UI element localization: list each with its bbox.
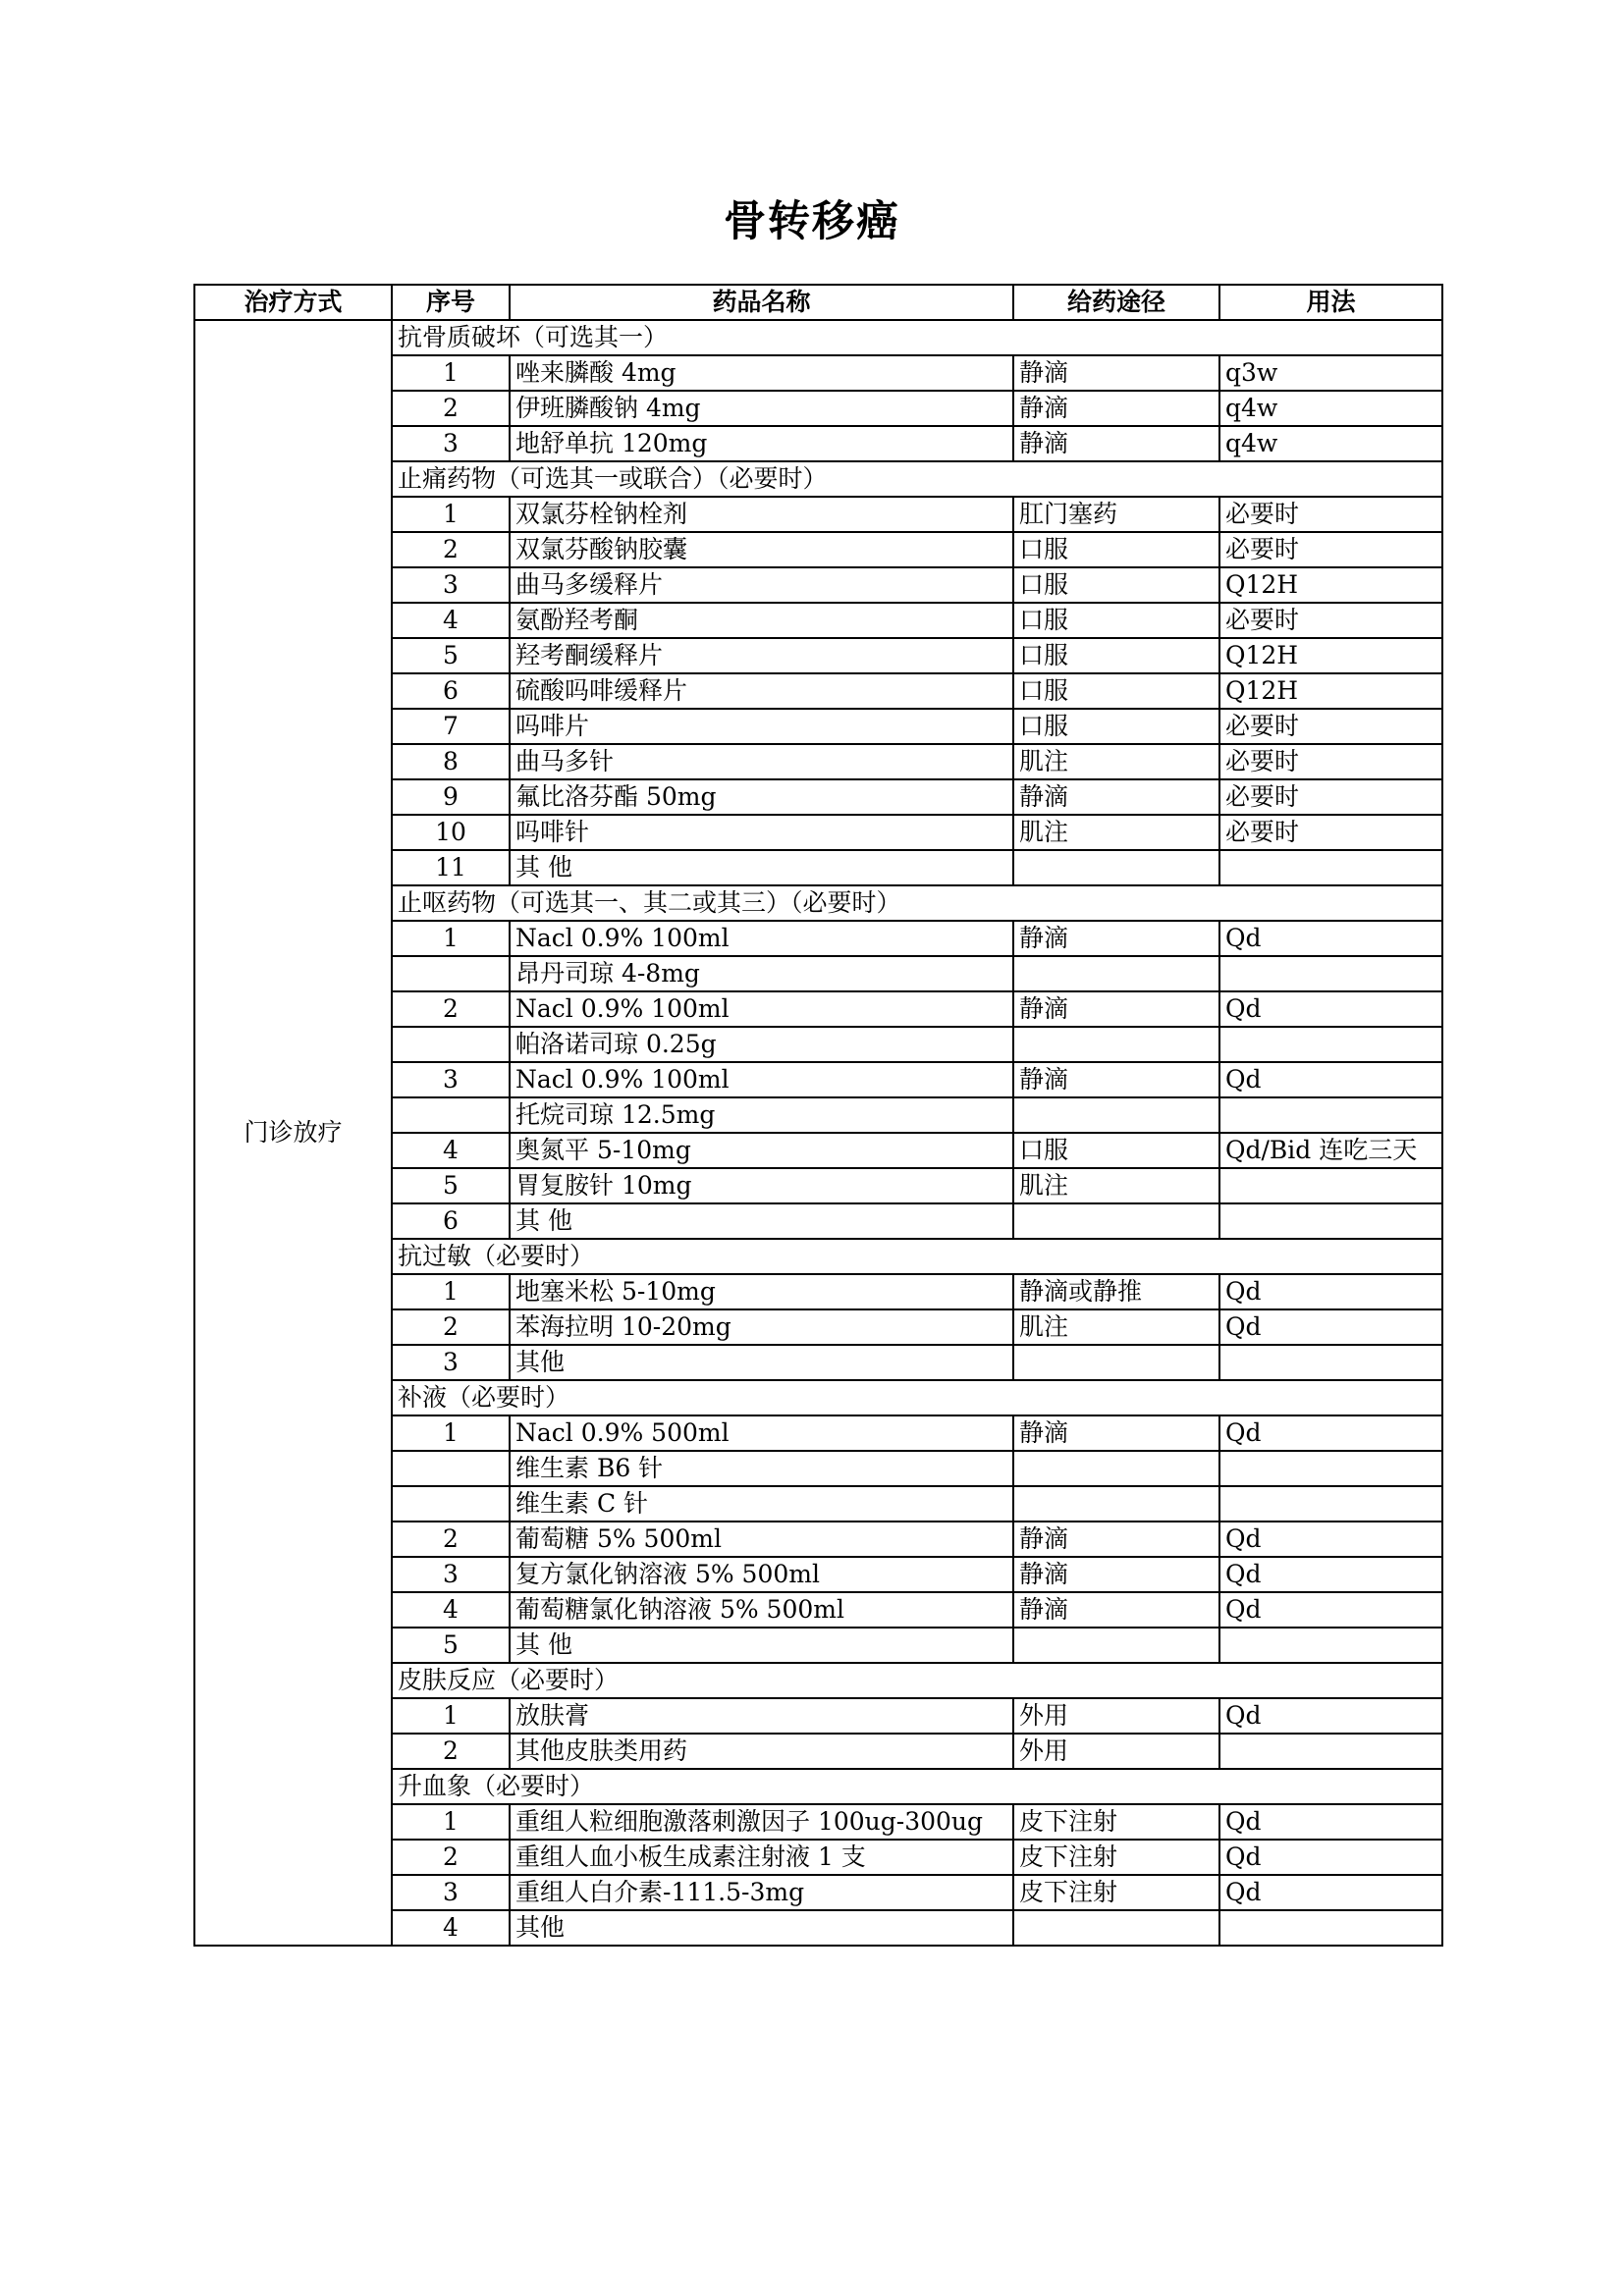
usage	[1219, 1451, 1442, 1486]
drug-name: Nacl 0.9% 100ml	[510, 921, 1013, 956]
usage: Qd	[1219, 1804, 1442, 1840]
route	[1013, 850, 1219, 885]
item-number: 4	[392, 1133, 510, 1168]
drug-name: 曲马多针	[510, 744, 1013, 779]
route: 静滴	[1013, 1062, 1219, 1097]
item-number: 5	[392, 1628, 510, 1663]
route: 静滴或静推	[1013, 1274, 1219, 1309]
item-number: 6	[392, 673, 510, 709]
item-number: 2	[392, 991, 510, 1027]
route: 肛门塞药	[1013, 497, 1219, 532]
usage	[1219, 1345, 1442, 1380]
item-number: 1	[392, 1698, 510, 1734]
usage	[1219, 850, 1442, 885]
usage: Q12H	[1219, 673, 1442, 709]
usage	[1219, 1027, 1442, 1062]
usage	[1219, 956, 1442, 991]
medication-table	[193, 284, 1443, 1947]
route: 肌注	[1013, 815, 1219, 850]
header-row	[194, 285, 1442, 320]
drug-name: 苯海拉明 10-20mg	[510, 1309, 1013, 1345]
drug-name: 其 他	[510, 1628, 1013, 1663]
item-number: 2	[392, 1734, 510, 1769]
route	[1013, 956, 1219, 991]
usage: 必要时	[1219, 709, 1442, 744]
usage	[1219, 1203, 1442, 1239]
drug-name: 唑来膦酸 4mg	[510, 355, 1013, 391]
drug-name: 葡萄糖 5% 500ml	[510, 1522, 1013, 1557]
usage: Qd	[1219, 1875, 1442, 1910]
drug-name: Nacl 0.9% 500ml	[510, 1415, 1013, 1451]
item-number: 3	[392, 1557, 510, 1592]
header-usage: 用法	[1219, 285, 1442, 320]
drug-name: 其他皮肤类用药	[510, 1734, 1013, 1769]
route	[1013, 1486, 1219, 1522]
item-number	[392, 956, 510, 991]
drug-name: 地舒单抗 120mg	[510, 426, 1013, 461]
usage: q3w	[1219, 355, 1442, 391]
route: 口服	[1013, 673, 1219, 709]
usage: Qd	[1219, 1309, 1442, 1345]
item-number	[392, 1486, 510, 1522]
item-number: 4	[392, 1910, 510, 1946]
route: 皮下注射	[1013, 1804, 1219, 1840]
usage	[1219, 1168, 1442, 1203]
header-number: 序号	[392, 285, 510, 320]
item-number: 8	[392, 744, 510, 779]
drug-name: 其 他	[510, 850, 1013, 885]
section-row	[194, 320, 1442, 355]
item-number: 5	[392, 638, 510, 673]
route: 口服	[1013, 532, 1219, 567]
usage: Qd	[1219, 1062, 1442, 1097]
route: 静滴	[1013, 391, 1219, 426]
route	[1013, 1451, 1219, 1486]
item-number: 1	[392, 497, 510, 532]
usage: 必要时	[1219, 779, 1442, 815]
item-number: 3	[392, 1062, 510, 1097]
section-label: 升血象（必要时）	[392, 1769, 1442, 1804]
section-label: 抗过敏（必要时）	[392, 1239, 1442, 1274]
drug-name: 胃复胺针 10mg	[510, 1168, 1013, 1203]
usage: q4w	[1219, 426, 1442, 461]
route: 皮下注射	[1013, 1840, 1219, 1875]
drug-name: 放肤膏	[510, 1698, 1013, 1734]
item-number: 3	[392, 1875, 510, 1910]
item-number: 2	[392, 391, 510, 426]
route	[1013, 1027, 1219, 1062]
usage	[1219, 1486, 1442, 1522]
route: 静滴	[1013, 1522, 1219, 1557]
route: 静滴	[1013, 355, 1219, 391]
drug-name: 吗啡针	[510, 815, 1013, 850]
route: 肌注	[1013, 1309, 1219, 1345]
usage	[1219, 1097, 1442, 1133]
item-number: 7	[392, 709, 510, 744]
section-label: 止呕药物（可选其一、其二或其三）（必要时）	[392, 885, 1442, 921]
drug-name: 硫酸吗啡缓释片	[510, 673, 1013, 709]
usage: 必要时	[1219, 532, 1442, 567]
treatment-method-cell: 门诊放疗	[194, 320, 392, 1946]
item-number	[392, 1451, 510, 1486]
drug-name: 其他	[510, 1910, 1013, 1946]
drug-name: 双氯芬栓钠栓剂	[510, 497, 1013, 532]
route	[1013, 1910, 1219, 1946]
usage	[1219, 1734, 1442, 1769]
drug-name: 奥氮平 5-10mg	[510, 1133, 1013, 1168]
section-label: 止痛药物（可选其一或联合）（必要时）	[392, 461, 1442, 497]
item-number: 5	[392, 1168, 510, 1203]
route: 外用	[1013, 1734, 1219, 1769]
drug-name: 重组人白介素-111.5-3mg	[510, 1875, 1013, 1910]
item-number: 2	[392, 1840, 510, 1875]
item-number	[392, 1027, 510, 1062]
route: 静滴	[1013, 1415, 1219, 1451]
usage: Q12H	[1219, 567, 1442, 603]
route: 静滴	[1013, 779, 1219, 815]
item-number: 1	[392, 355, 510, 391]
item-number: 1	[392, 1415, 510, 1451]
drug-name: 昂丹司琼 4-8mg	[510, 956, 1013, 991]
usage: Qd	[1219, 1592, 1442, 1628]
route	[1013, 1203, 1219, 1239]
drug-name: Nacl 0.9% 100ml	[510, 991, 1013, 1027]
route: 静滴	[1013, 1592, 1219, 1628]
usage: Qd	[1219, 991, 1442, 1027]
item-number: 6	[392, 1203, 510, 1239]
drug-name: 重组人血小板生成素注射液 1 支	[510, 1840, 1013, 1875]
item-number: 3	[392, 567, 510, 603]
route	[1013, 1628, 1219, 1663]
drug-name: 帕洛诺司琼 0.25g	[510, 1027, 1013, 1062]
header-route: 给药途径	[1013, 285, 1219, 320]
usage: Qd	[1219, 1698, 1442, 1734]
item-number: 11	[392, 850, 510, 885]
drug-name: 维生素 C 针	[510, 1486, 1013, 1522]
route: 肌注	[1013, 1168, 1219, 1203]
drug-name: 葡萄糖氯化钠溶液 5% 500ml	[510, 1592, 1013, 1628]
item-number: 3	[392, 426, 510, 461]
drug-name: 伊班膦酸钠 4mg	[510, 391, 1013, 426]
section-label: 皮肤反应（必要时）	[392, 1663, 1442, 1698]
usage: Qd/Bid 连吃三天	[1219, 1133, 1442, 1168]
drug-name: 羟考酮缓释片	[510, 638, 1013, 673]
route: 肌注	[1013, 744, 1219, 779]
drug-name: 双氯芬酸钠胶囊	[510, 532, 1013, 567]
route	[1013, 1345, 1219, 1380]
usage: 必要时	[1219, 603, 1442, 638]
usage: Qd	[1219, 1415, 1442, 1451]
usage: Qd	[1219, 1274, 1442, 1309]
drug-name: 氨酚羟考酮	[510, 603, 1013, 638]
item-number: 1	[392, 1274, 510, 1309]
drug-name: Nacl 0.9% 100ml	[510, 1062, 1013, 1097]
drug-name: 其他	[510, 1345, 1013, 1380]
item-number: 2	[392, 1309, 510, 1345]
route: 口服	[1013, 709, 1219, 744]
usage	[1219, 1628, 1442, 1663]
item-number: 4	[392, 1592, 510, 1628]
usage	[1219, 1910, 1442, 1946]
route: 口服	[1013, 567, 1219, 603]
header-treatment-method: 治疗方式	[194, 285, 392, 320]
drug-name: 复方氯化钠溶液 5% 500ml	[510, 1557, 1013, 1592]
usage: Qd	[1219, 1557, 1442, 1592]
section-label: 抗骨质破坏（可选其一）	[392, 320, 1442, 355]
item-number: 9	[392, 779, 510, 815]
usage: q4w	[1219, 391, 1442, 426]
drug-name: 曲马多缓释片	[510, 567, 1013, 603]
item-number: 2	[392, 1522, 510, 1557]
route: 口服	[1013, 638, 1219, 673]
usage: Qd	[1219, 1522, 1442, 1557]
route: 静滴	[1013, 991, 1219, 1027]
item-number: 2	[392, 532, 510, 567]
usage: Q12H	[1219, 638, 1442, 673]
page-title: 骨转移癌	[724, 197, 900, 246]
drug-name: 氟比洛芬酯 50mg	[510, 779, 1013, 815]
route: 外用	[1013, 1698, 1219, 1734]
route: 口服	[1013, 603, 1219, 638]
item-number: 4	[392, 603, 510, 638]
item-number: 10	[392, 815, 510, 850]
usage: 必要时	[1219, 815, 1442, 850]
route	[1013, 1097, 1219, 1133]
item-number: 1	[392, 1804, 510, 1840]
route: 口服	[1013, 1133, 1219, 1168]
usage: Qd	[1219, 1840, 1442, 1875]
drug-name: 吗啡片	[510, 709, 1013, 744]
drug-name: 维生素 B6 针	[510, 1451, 1013, 1486]
route: 静滴	[1013, 921, 1219, 956]
drug-name: 托烷司琼 12.5mg	[510, 1097, 1013, 1133]
drug-name: 地塞米松 5-10mg	[510, 1274, 1013, 1309]
item-number	[392, 1097, 510, 1133]
item-number: 3	[392, 1345, 510, 1380]
route: 皮下注射	[1013, 1875, 1219, 1910]
drug-name: 重组人粒细胞激落刺激因子 100ug-300ug	[510, 1804, 1013, 1840]
usage: 必要时	[1219, 497, 1442, 532]
usage: Qd	[1219, 921, 1442, 956]
route: 静滴	[1013, 1557, 1219, 1592]
drug-name: 其 他	[510, 1203, 1013, 1239]
section-label: 补液（必要时）	[392, 1380, 1442, 1415]
route: 静滴	[1013, 426, 1219, 461]
item-number: 1	[392, 921, 510, 956]
header-drug-name: 药品名称	[510, 285, 1013, 320]
usage: 必要时	[1219, 744, 1442, 779]
